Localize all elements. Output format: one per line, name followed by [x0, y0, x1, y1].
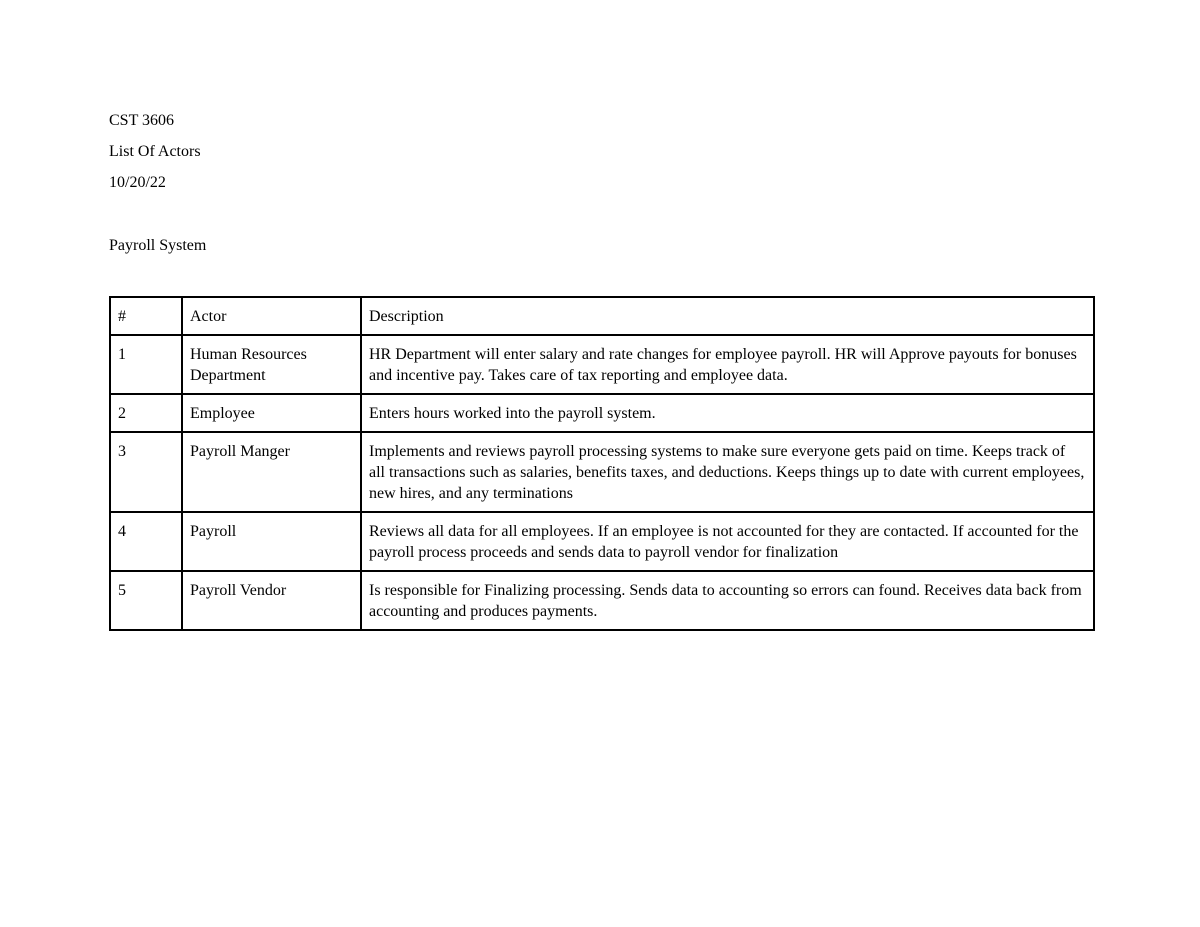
- row-description: Reviews all data for all employees. If an employee is not accounted for they are contacted. If accounted for the payroll process proceeds and sends data to payroll vendor for finalization: [361, 512, 1094, 571]
- row-actor: Human Resources Department: [182, 335, 361, 394]
- table-header-row: [110, 297, 1094, 335]
- table-row: [110, 394, 1094, 432]
- table-row: [110, 512, 1094, 571]
- course-code: CST 3606: [109, 112, 175, 129]
- column-header-actor: Actor: [182, 297, 361, 335]
- table-row: [110, 571, 1094, 630]
- system-name: Payroll System: [109, 237, 207, 254]
- table-row: [110, 432, 1094, 512]
- row-actor: Payroll Vendor: [182, 571, 361, 630]
- document-title: List Of Actors: [109, 143, 201, 160]
- row-description: Implements and reviews payroll processing systems to make sure everyone gets paid on time. Keeps track of all transactions such as salaries, benefits taxes, and deductions. Keeps things up to date with current employees, new hires, and any terminations: [361, 432, 1094, 512]
- table-row: [110, 335, 1094, 394]
- row-actor: Employee: [182, 394, 361, 432]
- row-description: HR Department will enter salary and rate changes for employee payroll. HR will Approve payouts for bonuses and incentive pay. Takes care of tax reporting and employee data.: [361, 335, 1094, 394]
- actors-table: [109, 296, 1095, 631]
- row-number: 4: [110, 512, 182, 571]
- row-actor: Payroll Manger: [182, 432, 361, 512]
- row-number: 3: [110, 432, 182, 512]
- row-number: 5: [110, 571, 182, 630]
- row-actor: Payroll: [182, 512, 361, 571]
- row-description: Is responsible for Finalizing processing. Sends data to accounting so errors can found. Receives data back from accounting and produces payments.: [361, 571, 1094, 630]
- column-header-description: Description: [361, 297, 1094, 335]
- row-description: Enters hours worked into the payroll system.: [361, 394, 1094, 432]
- row-number: 2: [110, 394, 182, 432]
- row-number: 1: [110, 335, 182, 394]
- document-date: 10/20/22: [109, 174, 166, 191]
- column-header-number: #: [110, 297, 182, 335]
